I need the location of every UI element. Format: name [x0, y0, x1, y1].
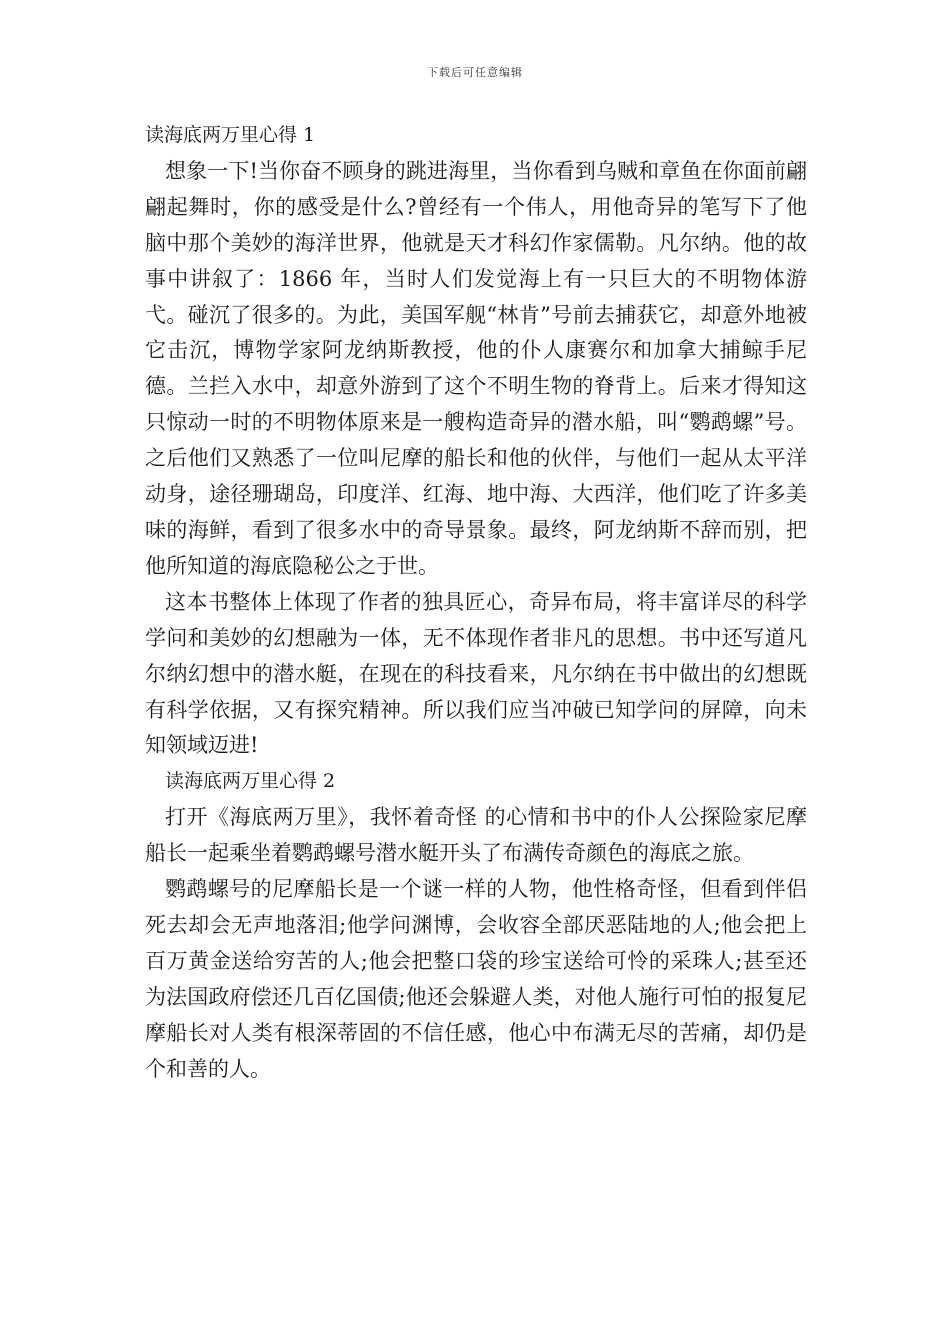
page-header-note: 下载后可任意编辑 [427, 66, 523, 79]
document-body [145, 118, 807, 1087]
paragraph: 想象一下!当你奋不顾身的跳进海里，当你看到乌贼和章鱼在你面前翩翩起舞时，你的感受是什么?曾经有一个伟人，用他奇异的笔写下了他脑中那个美妙的海洋世界，他就是天才科幻作家儒勒。凡尔纳。他的故事中讲叙了：1866 年，当时人们发觉海上有一只巨大的不明物体游弋。碰沉了很多的。为此，美国军舰“林肯”号前去捕获它，却意外地被它击沉，博物学家阿龙纳斯教授，他的仆人康赛尔和加拿大捕鲸手尼德。兰拦入水中，却意外游到了这个不明生物的脊背上。后来才得知这只惊动一时的不明物体原来是一艘构造奇异的潜水船，叫“鹦鹉螺”号。之后他们又熟悉了一位叫尼摩的船长和他的伙伴，与他们一起从太平洋动身，途径珊瑚岛，印度洋、红海、地中海、大西洋，他们吃了许多美味的海鲜，看到了很多水中的奇导景象。最终，阿龙纳斯不辞而别，把他所知道的海底隐秘公之于世。 [145, 158, 807, 578]
paragraph: 鹦鹉螺号的尼摩船长是一个谜一样的人物，他性格奇怪，但看到伴侣死去却会无声地落泪;他学问渊博，会收容全部厌恶陆地的人;他会把上百万黄金送给穷苦的人;他会把整口袋的珍宝送给可怜的采珠人;甚至还为法国政府偿还几百亿国债;他还会躲避人类，对他人施行可怕的报复尼摩船长对人类有根深蒂固的不信任感，他心中布满无尽的苦痛，却仍是个和善的人。 [145, 877, 807, 1081]
section-title: 读海底两万里心得 2 [165, 770, 336, 793]
paragraph: 这本书整体上体现了作者的独具匠心，奇异布局，将丰富详尽的科学学问和美妙的幻想融为一体，无不体现作者非凡的思想。书中还写道凡尔纳幻想中的潜水艇，在现在的科技看来，凡尔纳在书中做出的幻想既有科学依据，又有探究精神。所以我们应当冲破已知学问的屏障，向未知领域迈进! [145, 589, 807, 758]
section-2 [145, 764, 807, 1087]
paragraph: 打开《海底两万里》，我怀着奇怪 的心情和书中的仆人公探险家尼摩船长一起乘坐着鹦鹉螺号潜水艇开头了布满传奇颜色的海底之旅。 [145, 805, 807, 866]
section-title: 读海底两万里心得 1 [145, 124, 316, 146]
section-1 [145, 118, 807, 764]
